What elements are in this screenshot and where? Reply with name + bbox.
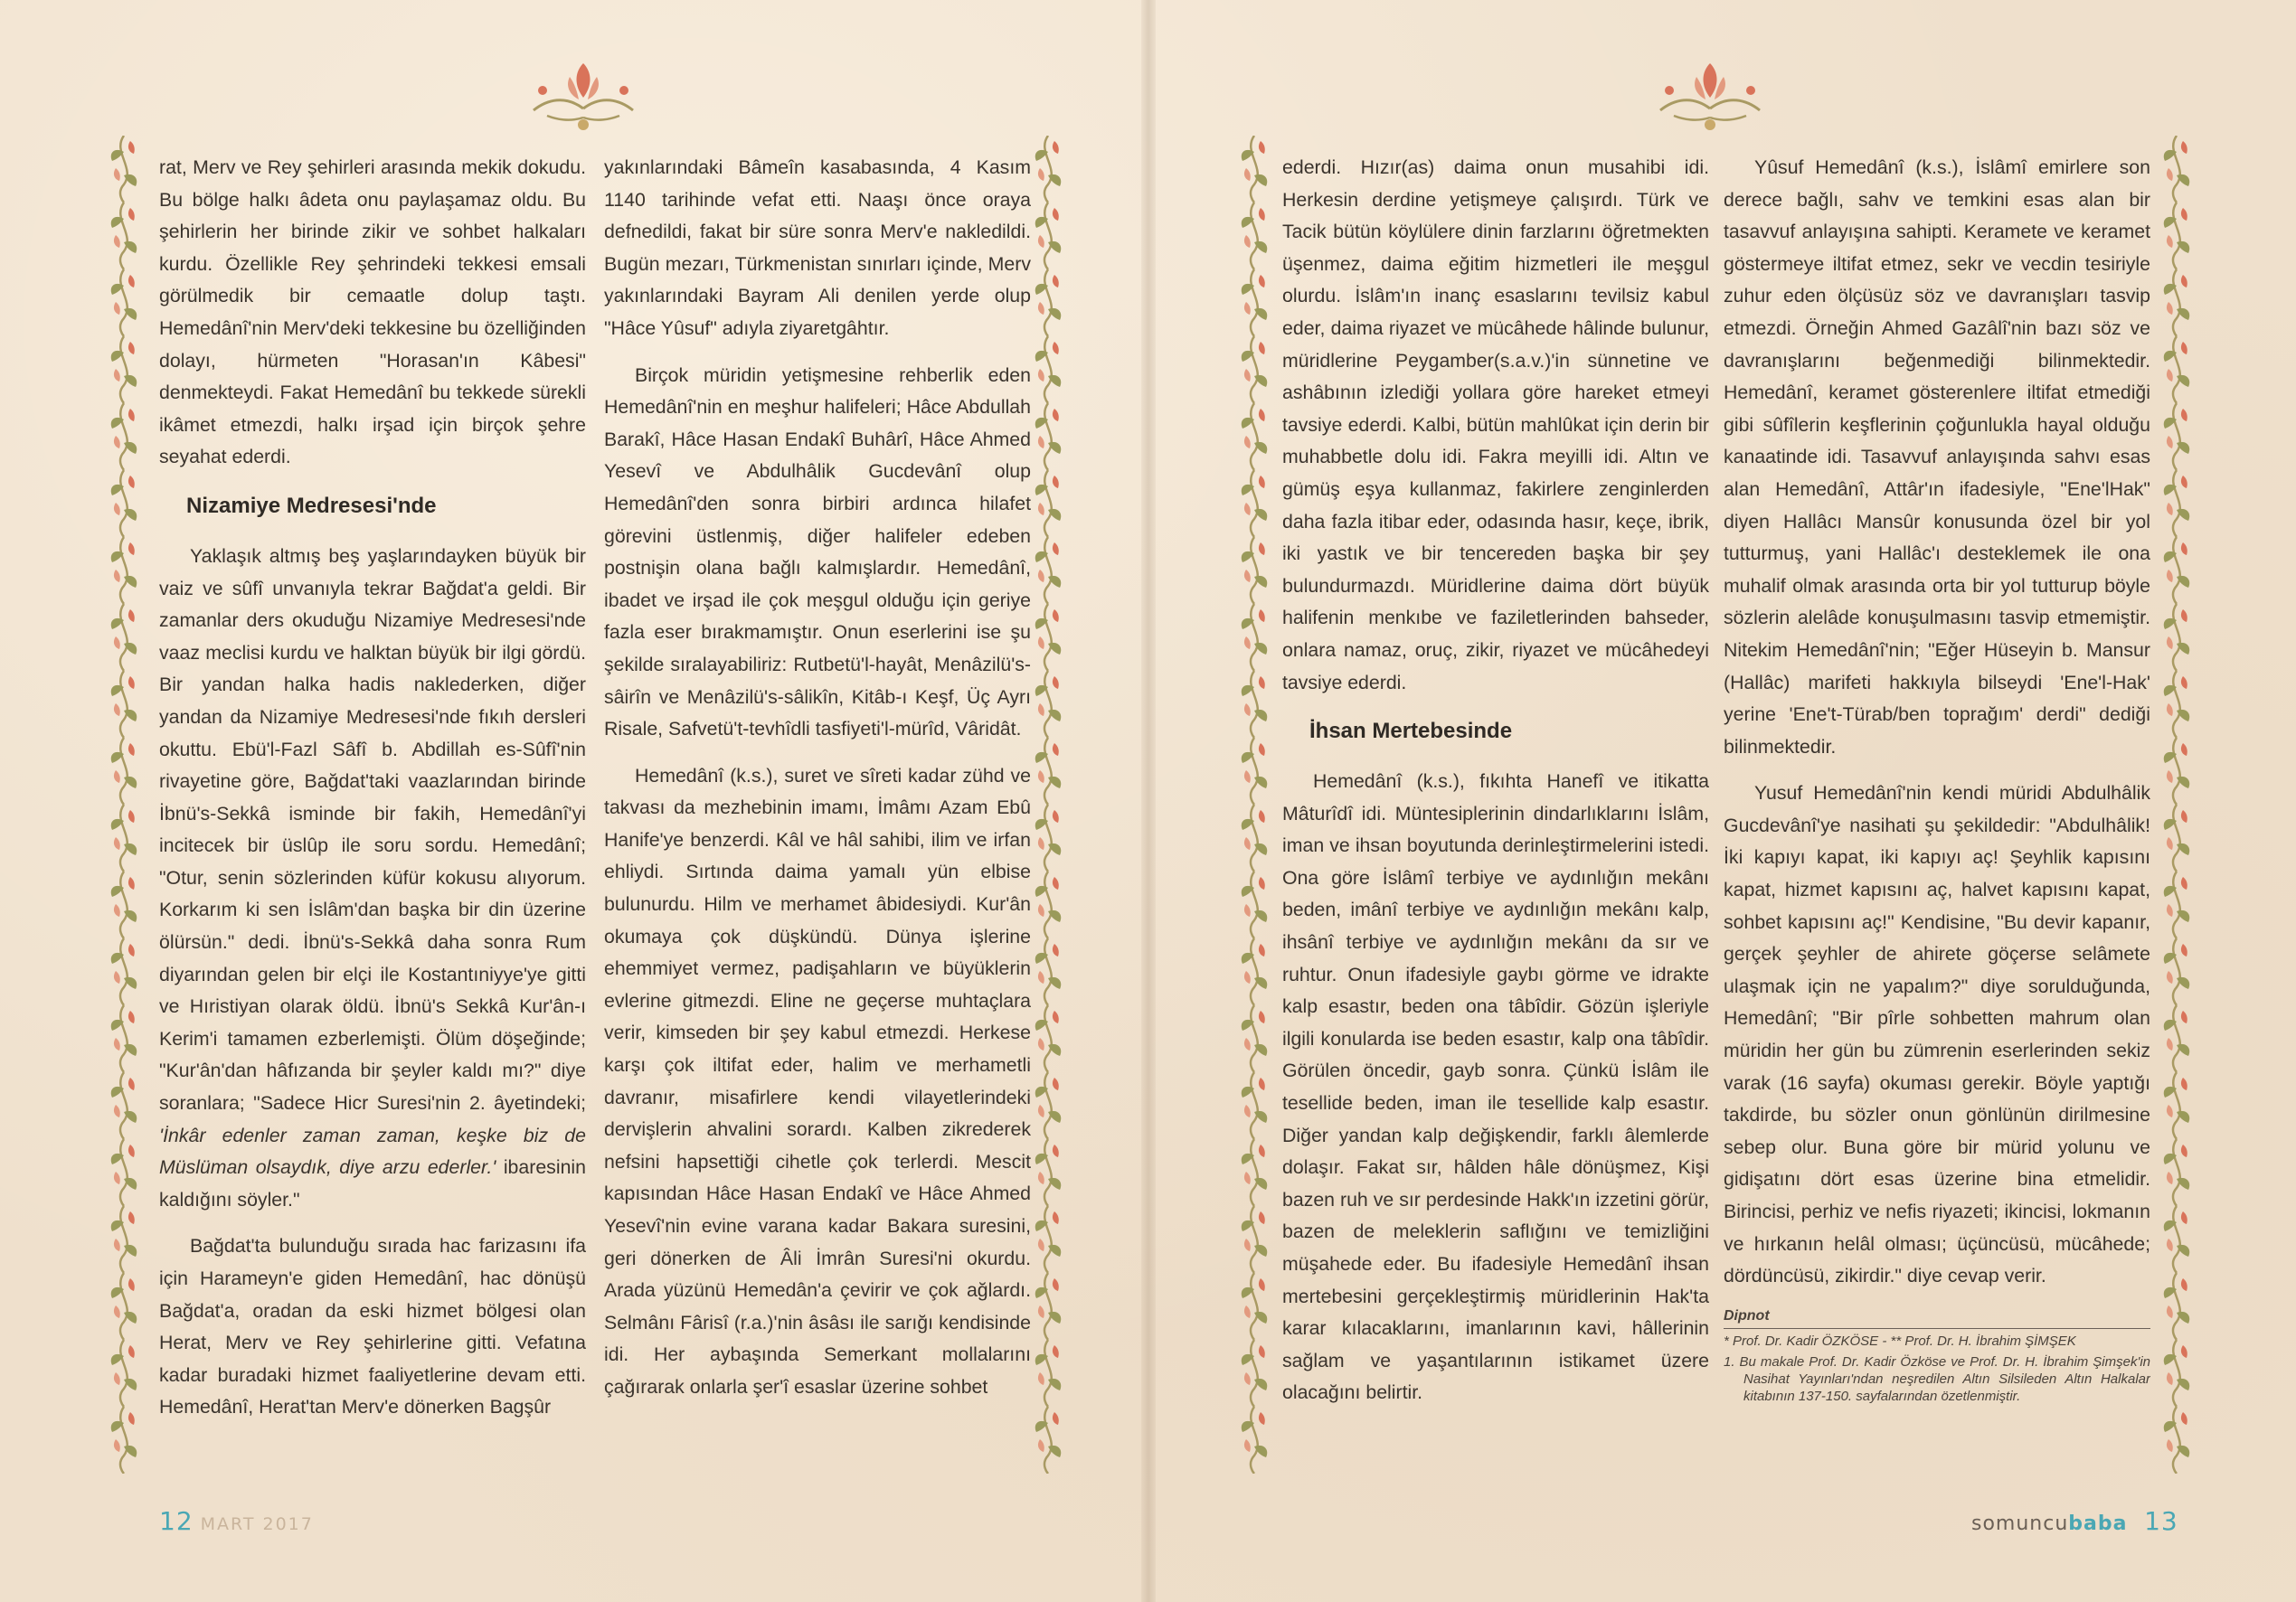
paragraph: Bağdat'ta bulunduğu sırada hac farizasını ifa için Harameyn'e giden Hemedânî, hac dönüşü Bağdat'a, oradan da eski hizmet bölgesi olan Herat, Merv ve Rey şehirlerine gitti. Vefatına kadar buradaki hizmet faaliyetlerine devam etti. Hemedânî, Herat'tan Merv'e dönerken Bagşûr: [159, 1235, 586, 1418]
paragraph: Yusuf Hemedânî'nin kendi müridi Abdulhâlik Gucdevânî'ye nasihati şu şekildedir: "Abdulhâlik! İki kapıyı kapat, iki kapıyı aç! Şeyhlik kapısını kapat, hizmet kapısını aç, halvet kapısını kapat, sohbet kapısını aç!" Kendisine, "Bu devir kapanır, gerçek şeyhler de ahirete göçerse selâmete ulaşmak için ne yapalım?" diye sorulduğunda, Hemedânî; "Bir pîrle sohbetten mahrum olan müridin her gün bu zümrenin eserlerinden sekiz varak (16 sayfa) okuması gerekir. Böyle yaptığı takdirde, bu sözler onun gönlünün dirilmesine sebep olur. Buna göre bir mürid yolunu ve gidişatını dört esas üzerine bina etmelidir. Birincisi, perhiz ve nefis riyazeti; ikincisi, lokmanın ve hırkanın helâl olması; üçüncüsü, mücâhede; dördüncüsü, zikirdir." diye cevap verir.: [1724, 782, 2150, 1287]
page-gutter: [1141, 0, 1156, 1602]
paragraph: Hemedânî (k.s.), suret ve sîreti kadar zühd ve takvası da mezhebinin imamı, İmâmı Azam Ebû Hanife'ye benzerdi. Kâl ve hâl sahibi, ilim ve irfan ehliydi. Sırtında daima yamalı yün elbise bulunurdu. Hilm ve merhamet âbidesiydi. Kur'ân okumaya çok düşkündü. Dünya işlerine ehemmiyet vermez, padişahların ve büyüklerin evlerine gitmezdi. Eline ne geçerse muhtaçlara verir, kimseden bir şey kabul etmezdi. Herkese karşı çok iltifat eder, halim ve merhametli davranır, misafirlere kendi vilayetlerindeki dervişlerin ahvalini sorardı. Kalben zikrederek nefsini hapsettiği cihetle çok terlerdi. Mescit kapısından Hâce Hasan Endakî ve Hâce Ahmed Yesevî'nin evine varana kadar Bakara suresini, geri dönerken de Âli İmrân Suresi'ni okurdu. Arada yüzünü Hemedân'a çevirir ve çok ağlardı. Selmânı Fârisî (r.a.)'nin âsâsı ile sarığı kendisinde idi. Her aybaşında Semerkant mollalarını çağırarak onlarla şer'î esaslar üzerine sohbet: [604, 764, 1031, 1398]
page-number-left: [159, 1506, 314, 1536]
paragraph: Yûsuf Hemedânî (k.s.), İslâmî emirlere son derece bağlı, sahv ve temkini esas alan bir tasavvuf anlayışına sahipti. Keramete ve keramet göstermeye iltifat etmez, sekr ve vecdin tesiriyle zuhur eden ölçüsüz söz ve davranışları tasvip etmezdi. Örneğin Ahmed Gazâlî'nin bazı söz ve davranışlarını beğenmediği bilinmektedir. Hemedânî, keramet gösterenlere iltifat etmediği gibi sûfîlerin keşflerinin çoğunlukla hayal olduğu kanaatinde idi. Tasavvuf anlayışında sahvı esas alan Hemedânî, Attâr'ın ifadesiyle, "Ene'lHak" diyen Hallâcı Mansûr konusunda özel bir yol tutturmuş, yani Hallâc'ı desteklemek ile ona muhalif olmak arasında orta bir yol tutturup böyle sözlerin alelâde konuşulmasını tasvip etmemiştir. Nitekim Hemedânî'nin; "Eğer Hüseyin b. Mansur (Hallâc) marifeti hakkıyla bilseydi 'Ene'l-Hak' yerine 'Ene't-Türab/ben toprağım' derdi" dediği bilinmektedir.: [1724, 156, 2150, 758]
section-heading: İhsan Mertebesinde: [1309, 719, 1513, 744]
column-1: [159, 152, 586, 1481]
floral-vine-border: [1233, 136, 1275, 1474]
issue-date: MART 2017: [200, 1514, 314, 1534]
column-2: [604, 152, 1031, 1481]
footnotes: [1724, 1307, 2150, 1405]
paragraph: ederdi. Hızır(as) daima onun musahibi idi. Herkesin derdine yetişmeye çalışırdı. Türk ve Tacik bütün köylülere dinin farzlarını öğretmekten üşenmez, daima eğitim hizmetleri ile meşgul olurdu. İslâm'ın inanç esaslarını tevilsiz kabul eder, daima riyazet ve mücâhede hâlinde bulunur, müridlerine Peygamber(s.a.v.)'in sünnetine ve ashâbının izlediği yollara göre hareket etmeyi tavsiye ederdi. Kalbi, bütün mahlûkat için derin bir muhabbetle dolu idi. Fakra meyilli idi. Altın ve gümüş eşya kullanmaz, fakirlere zenginlerden daha fazla itibar eder, odasında hasır, keçe, ibrik, iki yastık ve bir tencereden başka bir şey bulundurmazdı. Müridlerine daima dört büyük halifenin menkıbe ve faziletlerinden bahseder, onlara namaz, oruç, zikir, riyazet ve mücâhedeyi tavsiye ederdi.: [1282, 156, 1709, 693]
page-number: 12: [159, 1506, 194, 1536]
paragraph: yakınlarındaki Bâmeîn kasabasında, 4 Kasım 1140 tarihinde vefat etti. Naaşı önce oraya defnedildi, fakat bir süre sonra Merv'e nakledildi. Bugün mezarı, Türkmenistan sınırları içinde, Merv yakınlarındaki Bayram Ali denilen yerde olup "Hâce Yûsuf" adıyla ziyaretgâhtır.: [604, 156, 1031, 339]
tulip-ornament-icon: [515, 45, 651, 136]
column-4: [1724, 152, 2150, 1481]
paragraph: rat, Merv ve Rey şehirleri arasında mekik dokudu. Bu bölge halkı âdeta onu paylaşamaz oldu. Bu şehirlerin her birinde zikir ve sohbet halkaları kurdu. Özellikle Rey şehrindeki tekkesi emsali görülmedik bir cemaatle dolup taştı. Hemedânî'nin Merv'deki tekkesine bu özelliğinden dolayı, hürmeten "Horasan'ın Kâbesi" denmekteydi. Fakat Hemedânî bu tekkede sürekli ikâmet etmezdi, halkı irşad için birçok şehre seyahat ederdi.: [159, 156, 586, 468]
quote: 'İnkâr edenler zaman zaman, keşke biz de Müslüman olsaydık, diye arzu ederler.': [159, 1124, 586, 1179]
magazine-brand: somuncubaba: [1971, 1512, 2128, 1535]
footnote-item: 1. Bu makale Prof. Dr. Kadir Özköse ve Prof. Dr. H. İbrahim Şimşek'in Nasihat Yayınları'ndan neşredilen Altın Silsileden Altın Halkalar kitabının 137-150. sayfalarından özetlenmiştir.: [1724, 1353, 2150, 1404]
paragraph: Hemedânî (k.s.), fıkıhta Hanefî ve itikatta Mâturîdî idi. Müntesiplerinin dindarlıklarını İslâm, iman ve ihsan boyutunda derinleştirmelerini istedi. Ona göre İslâmî terbiye ve aydınlığın mekânı beden, imânî terbiye ve aydınlığın mekânı kalp, ihsânî terbiye ve aydınlığın mekânı da sır ve ruhtur. Onun ifadesiyle gaybı görme ve idrakte kalp esastır, beden ona tâbîdir. Gözün işleriyle ilgili konularda ise beden esastır, kalp ona tâbîdir. Görülen öncedir, gayb sonra. Çünkü İslâm ile tesellide beden, iman ile tesellide kalp esastır. Diğer yandan kalp değişkendir, farklı âlemlerde dolaşır. Fakat sır, hâlden hâle dönüşmez, Kişi bazen ruh ve sır perdesinde Hakk'ın izzetini görür, bazen de meleklerin saflığını ve temizliğini müşahede eder. Bu ifadesiyle Hemedânî ihsan mertebesini gerçekleştirmiş müridlerinin Hak'ta karar kılacaklarını, imanlarının kavi, hâllerinin sağlam ve yaşantılarının istikamet üzere olacağını belirtir.: [1282, 770, 1709, 1404]
paragraph: Yaklaşık altmış beş yaşlarındayken büyük bir vaiz ve sûfî unvanıyla tekrar Bağdat'a geldi. Bir zamanlar ders okuduğu Nizamiye Medresesi'nde vaaz meclisi kurdu ve halktan büyük bir ilgi gördü. Bir yandan halka hadis naklederken, diğer yandan da Nizamiye Medresesi'nde fıkıh dersleri okuttu. Ebü'l-Fazl Sâfî b. Abdillah es-Sûfî'nin rivayetine göre, Bağdat'taki vaazlarından birinde İbnü's-Sekkâ isminde bir fakih, Hemedânî'yi incitecek bir üslûp ile soru sordu. Hemedânî; "Otur, senin sözlerinden küfür kokusu alıyorum. Korkarım ki sen İslâm'dan başka bir din üzerine ölürsün." dedi. İbnü's-Sekkâ daha sonra Rum diyarından gelen bir elçi ile Kostantıniyye'ye gitti ve Hıristiyan olarak öldü. İbnü's Sekkâ Kur'ân-ı Kerim'i tamamen ezberlemişti. Ölüm döşeğinde; "Kur'ân'dan hâfızanda bir şeyler kaldı mı?" diye soranlara; "Sadece Hicr Suresi'nin 2. âyetindeki; 'İnkâr edenler zaman zaman, keşke biz de Müslüman olsaydık, diye arzu ederler.' ibaresinin kaldığını söyler.": [159, 544, 586, 1211]
page-number-right: [1971, 1506, 2178, 1536]
section-heading: Nizamiye Medresesi'nde: [186, 493, 437, 518]
footnote-authors: * Prof. Dr. Kadir ÖZKÖSE - ** Prof. Dr. H. İbrahim ŞİMŞEK: [1724, 1333, 2076, 1349]
column-3: [1282, 152, 1709, 1481]
floral-vine-border: [2156, 136, 2197, 1474]
floral-vine-border: [1027, 136, 1069, 1474]
paragraph: Birçok müridin yetişmesine rehberlik eden Hemedânî'nin en meşhur halifeleri; Hâce Abdullah Barakî, Hâce Hasan Endakî Buhârî, Hâce Ahmed Yesevî ve Abdulhâlik Gucdevânî olup Hemedânî'den sonra birbiri ardınca hilafet görevini üstlenmiş, diğer halifeler edeben postnişin olana bağlı kalmışlardır. Hemedânî, ibadet ve irşad ile çok meşgul olduğu için geriye fazla eser bırakmamıştır. Onun eserlerini ise şu şekilde sıralayabiliriz: Rutbetü'l-hayât, Menâzilü's-sâirîn ve Menâzilü's-sâlikîn, Kitâb-ı Keşf, Üç Ayrı Risale, Safvetü't-tevhîdli tasfiyeti'l-mürîd, Vâridât.: [604, 363, 1031, 740]
floral-vine-border: [103, 136, 145, 1474]
footnote-title: Dipnot: [1724, 1307, 2150, 1329]
tulip-ornament-icon: [1642, 45, 1778, 136]
page-number: 13: [2144, 1506, 2178, 1536]
